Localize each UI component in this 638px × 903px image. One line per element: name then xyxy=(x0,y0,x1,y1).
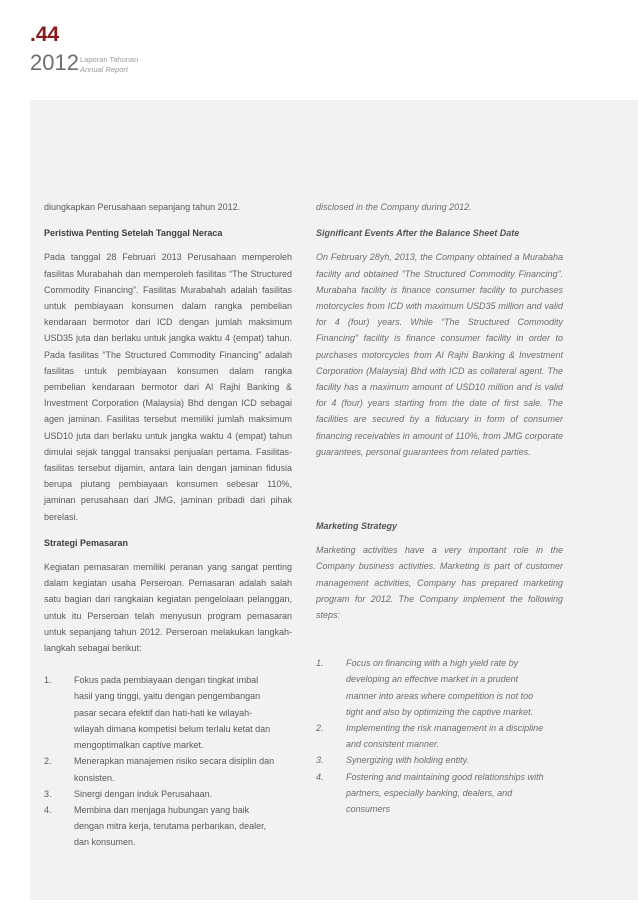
events-heading: Peristiwa Penting Setelah Tanggal Neraca xyxy=(44,228,223,239)
list-item xyxy=(316,752,563,768)
indonesian-column xyxy=(44,199,292,851)
list-text: Fostering and maintaining good relationships with partners, especially banking, dealers, and consumers xyxy=(346,771,544,815)
marketing-heading: Marketing Strategy xyxy=(316,521,398,532)
list-item xyxy=(316,655,563,720)
list-number: 1. xyxy=(44,675,52,686)
report-label xyxy=(80,55,138,75)
list-number: 2. xyxy=(44,756,52,767)
list-number: 1. xyxy=(316,658,324,669)
list-item xyxy=(316,720,563,752)
marketing-steps-list xyxy=(316,655,563,817)
list-text: Synergizing with holding entity. xyxy=(346,755,469,766)
list-number: 4. xyxy=(44,804,52,815)
intro-text: diungkapkan Perusahaan sepanjang tahun 2012. xyxy=(44,202,241,212)
list-text: Menerapkan manajemen risiko secara disiplin dan konsisten. xyxy=(74,756,275,783)
list-text: Membina dan menjaga hubungan yang baik dengan mitra kerja, terutama perbankan, dealer, dan konsumen. xyxy=(74,804,267,848)
list-item xyxy=(44,753,292,785)
marketing-paragraph: Marketing activities have a very important role in the Company business activities. Marketing is part of customer management activities, Company has prepared marketing program for 2012. The Company implement the following steps: xyxy=(316,545,563,621)
intro-text: disclosed in the Company during 2012. xyxy=(316,202,472,212)
list-number: 3. xyxy=(316,755,324,766)
list-number: 3. xyxy=(44,788,52,799)
english-column xyxy=(316,199,563,817)
list-number: 2. xyxy=(316,723,324,734)
events-heading: Significant Events After the Balance Sheet Date xyxy=(316,228,520,239)
list-item xyxy=(316,769,563,818)
list-text: Implementing the risk management in a discipline and consistent manner. xyxy=(346,723,544,750)
report-label-en: Annual Report xyxy=(80,64,128,74)
events-paragraph: Pada tanggal 28 Februari 2013 Perusahaan memperoleh fasilitas Murabahah dan memperoleh fasilitas “The Structured Commodity Financing”. Fasilitas Murabahah adalah fasilitas untuk pembiayaan konsumen dalam rangka pembelian kendaraan bermotor dari ICD dengan jumlah maksimum USD35 juta dan berlaku untuk jangka waktu 4 (empat) tahun. Pada fasilitas “The Structured Commodity Financing” adalah fasilitas untuk pembiayaan konsumen dalam rangka pembelian kendaraan bermotor dari Al Rajhi Banking & Investment Corporation (Malaysia) Bhd dengan ICD sebagai agen jaminan. Fasilitas tersebut memiliki jumlah maksimum USD10 juta dan berlaku untuk jangka waktu 4 (empat) tahun dimulai sejak tanggal transaksi penjualan pertama. Fasilitas-fasilitas tersebut dijamin, antara lain dengan jaminan fidusia berupa piutang pembiayaan konsumen sebesar 110%, jaminan perusahaan dari JMG, jaminan pribadi dari pihak berelasi. xyxy=(44,252,292,522)
list-text: Fokus pada pembiayaan dengan tingkat imbal hasil yang tinggi, yaitu dengan pengembangan pasar secara efektif dan hati-hati ke wilayah-wilayah dimana kompetisi belum terlalu ketat dan mengoptimalkan captive market. xyxy=(74,675,271,751)
list-text: Focus on financing with a high yield rate by developing an effective market in a prudent manner into areas where competition is not too tight and also by optimizing the captive market. xyxy=(346,658,534,717)
events-paragraph: On February 28yh, 2013, the Company obtained a Murabaha facility and obtained “The Structured Commodity Financing”. Murabaha facility is finance consumer facility to purchases motorcycles from ICD with maximum USD35 million and valid for 4 (four) years. While “The Structured Commodity Financing” facility is finance consumer facility in order to purchases motorcycles from Al Rajhi Banking & Investment Corporation (Malaysia) Bhd with ICD as collateral agent. The facility has a maximum amount of USD10 million and is valid for 4 (four) years starting from the date of first sale. The facilities are secured by a fiduciary in form of consumer financing receivables in amount of 110%, from JMG corporate guarantees, personal guarantees from related parties. xyxy=(316,252,563,457)
marketing-heading: Strategi Pemasaran xyxy=(44,537,129,548)
report-label-id: Laporan Tahunan xyxy=(80,55,139,64)
marketing-steps-list xyxy=(44,672,292,850)
list-item xyxy=(44,786,292,802)
list-item xyxy=(44,672,292,753)
marketing-paragraph: Kegiatan pemasaran memiliki peranan yang sangat penting dalam kegiatan usaha Perseroan. Pemasaran adalah salah satu bagian dari rangkaian kegiatan pengelolaan pelanggan, untuk itu Perseroan telah menyusun program pemasaran untuk sepanjang tahun 2012. Perseroan melakukan langkah-langkah sebagai berikut: xyxy=(44,562,292,654)
list-number: 4. xyxy=(316,771,324,782)
page-number: .44 xyxy=(30,23,60,46)
list-item xyxy=(44,802,292,851)
report-year: 2012 xyxy=(30,50,79,75)
list-text: Sinergi dengan induk Perusahaan. xyxy=(74,788,213,799)
